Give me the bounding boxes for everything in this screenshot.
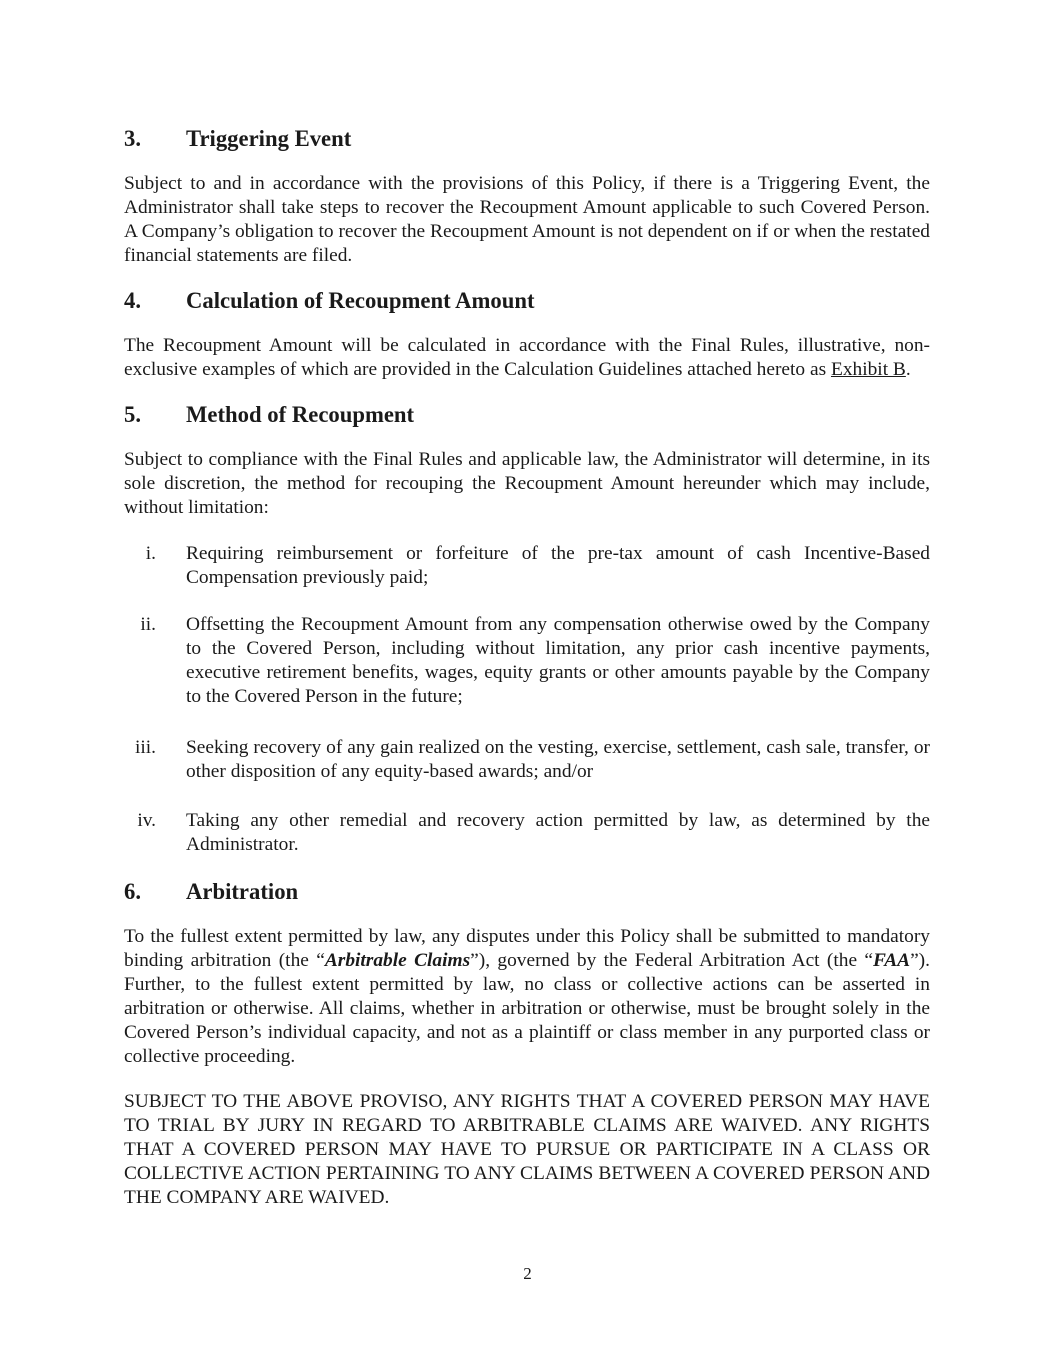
exhibit-b-link[interactable]: Exhibit B — [830, 359, 906, 380]
document-page — [124, 124, 930, 1210]
section-number: 5. — [124, 402, 142, 427]
list-item — [124, 613, 930, 709]
jury-waiver-paragraph: SUBJECT TO THE ABOVE PROVISO, ANY RIGHTS THAT A COVERED PERSON MAY HAVE TO TRIAL BY JURY IN REGARD TO ARBITRABLE CLAIMS ARE WAIVED. ANY RIGHTS THAT A COVERED PERSON MAY HAVE TO PURSUE OR PARTICIPATE IN A CLASS OR COLLECTIVE ACTION PERTAINING TO ANY CLAIMS BETWEEN A COVERED PERSON AND THE COMPANY ARE WAIVED. — [124, 1091, 930, 1208]
section-heading-triggering-event — [124, 127, 930, 151]
section-paragraph: Subject to and in accordance with the provisions of this Policy, if there is a Triggering Event, the Administrator shall take steps to recover the Recoupment Amount applicable to such Covered Person. A Company’s obligation to recover the Recoupment Amount is not dependent on if or when the restated financial statements are filed. — [124, 173, 930, 266]
section-number: 3. — [124, 126, 142, 151]
section-paragraph: Subject to compliance with the Final Rules and applicable law, the Administrator will determine, in its sole discretion, the method for recouping the Recoupment Amount hereunder which may include, without limitation: — [124, 449, 930, 518]
list-marker: iv. — [137, 810, 156, 831]
list-item — [124, 542, 930, 590]
list-marker: i. — [145, 543, 156, 564]
list-item — [124, 809, 930, 857]
paragraph-text-end: . — [905, 359, 911, 380]
list-marker: ii. — [140, 614, 156, 635]
list-marker: iii. — [134, 737, 156, 758]
section-paragraph — [124, 334, 930, 382]
page-number: 2 — [523, 1264, 532, 1283]
section-number: 4. — [124, 288, 142, 313]
list-item — [124, 736, 930, 784]
list-item-text: Taking any other remedial and recovery action permitted by law, as determined by the Administrator. — [186, 810, 930, 855]
section-title: Arbitration — [186, 879, 299, 904]
section-number: 6. — [124, 879, 142, 904]
arbitration-paragraph — [124, 925, 930, 1069]
list-item-text: Seeking recovery of any gain realized on the vesting, exercise, settlement, cash sale, transfer, or other disposition of any equity-based awards; and/or — [186, 737, 930, 782]
section-title: Calculation of Recoupment Amount — [186, 288, 535, 313]
section-heading-method — [124, 403, 930, 427]
paragraph-text: ”). Further, to the fullest extent permitted by law, no class or collective actions can be asserted in arbitration or otherwise. All claims, whether in arbitration or otherwise, must be brought solely in the Covered Person’s individual capacity, and not as a plaintiff or class member in any purported class or collective proceeding. — [124, 950, 930, 1067]
list-item-text: Offsetting the Recoupment Amount from any compensation otherwise owed by the Company to the Covered Person, including without limitation, any prior cash incentive payments, executive retirement benefits, wages, equity grants or other amounts payable by the Company to the Covered Person in the future; — [186, 614, 930, 707]
section-heading-calculation — [124, 289, 930, 313]
defined-term-faa: FAA — [873, 950, 911, 971]
recoupment-method-list — [124, 542, 930, 857]
paragraph-text: The Recoupment Amount will be calculated in accordance with the Final Rules, illustrative, non-exclusive examples of which are provided in the Calculation Guidelines attached hereto as — [124, 335, 930, 380]
section-title: Triggering Event — [186, 126, 352, 151]
section-heading-arbitration — [124, 880, 930, 904]
section-title: Method of Recoupment — [186, 402, 415, 427]
defined-term-arbitrable-claims: Arbitrable Claims — [324, 950, 471, 971]
paragraph-text: To the fullest extent permitted by law, any disputes under this Policy shall be submitted to mandatory binding arbitration (the “ — [124, 926, 930, 971]
paragraph-text: ”), governed by the Federal Arbitration Act (the “ — [470, 950, 874, 971]
list-item-text: Requiring reimbursement or forfeiture of the pre-tax amount of cash Incentive-Based Compensation previously paid; — [186, 543, 930, 588]
